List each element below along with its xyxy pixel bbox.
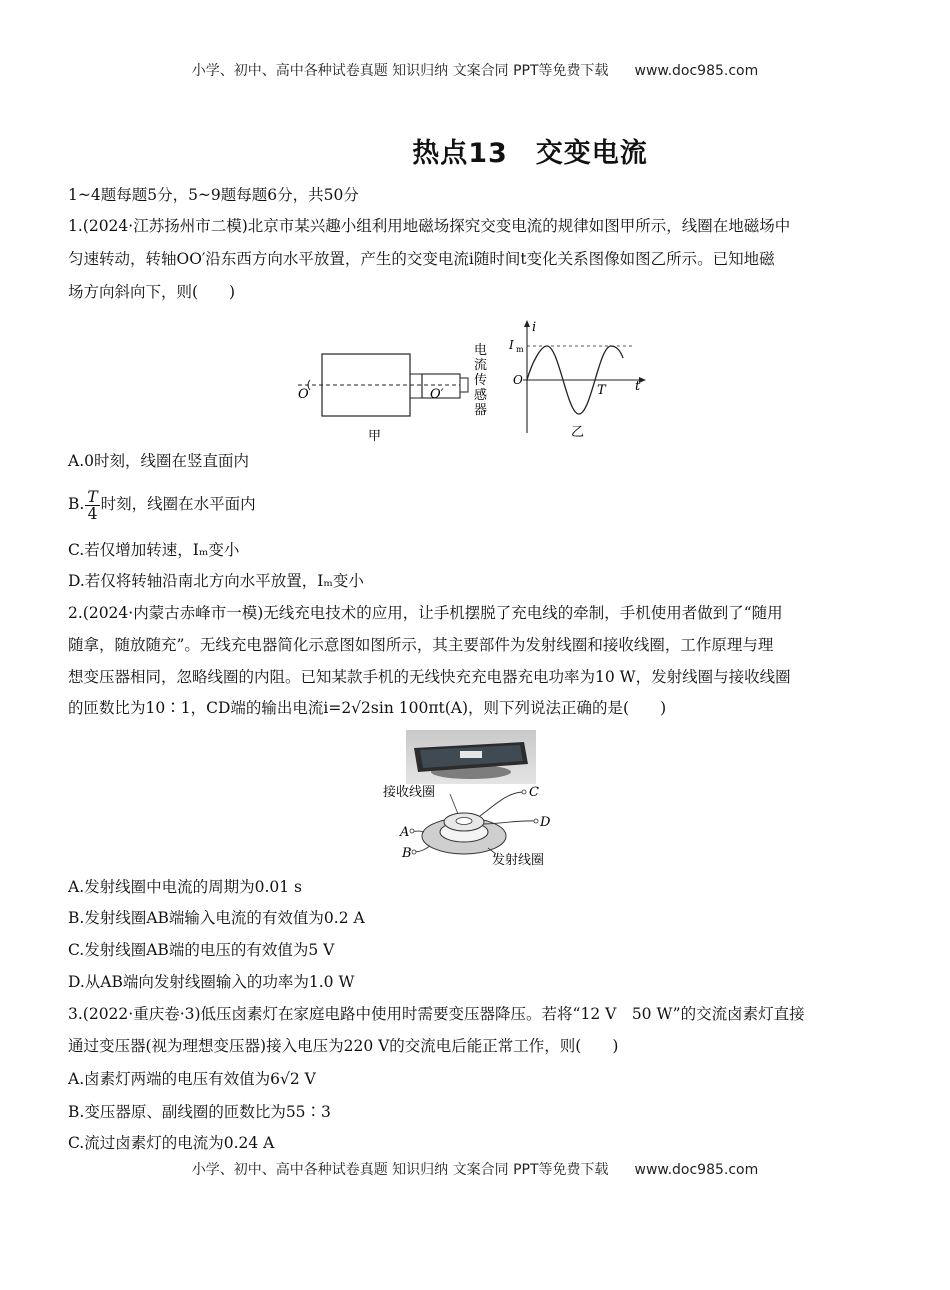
q3-option-a: A.卤素灯两端的电压有效值为6√2 V [68, 1070, 316, 1088]
q1-sensor-char-2: 流 [474, 358, 488, 373]
fraction-numerator: T [87, 487, 98, 506]
page-footer [0, 1159, 950, 1179]
q1-jia-label-O2: O′ [430, 387, 444, 402]
q1-sensor-char-1: 电 [474, 343, 488, 358]
q1-stem-line2: 匀速转动，转轴OO′沿东西方向水平放置，产生的交变电流i随时间t变化关系图像如图乙所示。已知地磁 [68, 250, 775, 268]
terminal-C-label: C [529, 785, 539, 800]
q2-option-b: B.发射线圈AB端输入电流的有效值为0.2 A [68, 909, 365, 927]
header-site-link[interactable]: www.doc985.com [634, 63, 759, 79]
page-header [0, 60, 950, 80]
receive-coil-label: 接收线圈 [383, 785, 436, 800]
header-text: 小学、初中、高中各种试卷真题 知识归纳 文案合同 PPT等免费下载 [191, 63, 609, 79]
fraction-denominator: 4 [87, 504, 98, 523]
q1-option-b [68, 486, 888, 522]
terminal-B-label: B [402, 846, 412, 861]
q2-stem-line3: 想变压器相同，忽略线圈的内阻。已知某款手机的无线快充充电器充电功率为10 W，发射线圈与接收线圈 [68, 668, 791, 686]
q1-figure-jia [290, 336, 500, 446]
q2-stem-line4: 的匝数比为10∶1，CD端的输出电流i=2√2sin 100πt(A)，则下列说法正确的是( ) [68, 699, 667, 717]
footer-text: 小学、初中、高中各种试卷真题 知识归纳 文案合同 PPT等免费下载 [191, 1162, 609, 1178]
q3-stem-line2: 通过变压器(视为理想变压器)接入电压为220 V的交流电后能正常工作，则( ) [68, 1037, 619, 1055]
page-title: 热点13 交变电流 [412, 138, 648, 169]
q3-option-b: B.变压器原、副线圈的匝数比为55∶3 [68, 1103, 331, 1121]
q1-sensor-char-3: 传 [474, 373, 488, 388]
q1-stem-line1: 1.(2024·江苏扬州市二模)北京市某兴趣小组利用地磁场探究交变电流的规律如图甲所示，线圈在地磁场中 [68, 217, 791, 235]
q1-sensor-char-4: 感 [474, 388, 488, 403]
q1-option-d: D.若仅将转轴沿南北方向水平放置，Iₘ变小 [68, 572, 364, 590]
q1-option-b-prefix: B. [68, 495, 85, 513]
q1-option-a: A.0时刻，线圈在竖直面内 [68, 452, 249, 470]
transmit-coil-label: 发射线圈 [492, 853, 545, 868]
q1-sensor-char-5: 器 [474, 403, 488, 418]
q1-yi-label-Im-sub: m [516, 345, 524, 354]
terminal-D-label: D [540, 815, 551, 830]
q1-yi-label-i: i [532, 320, 537, 335]
q2-figure-wireless-charger [383, 728, 556, 870]
q2-stem-line1: 2.(2024·内蒙古赤峰市一模)无线充电技术的应用，让手机摆脱了充电线的牵制，手机使用者做到了“随用 [68, 604, 783, 622]
q1-option-b-suffix: 时刻，线圈在水平面内 [100, 495, 256, 513]
q1-yi-label-Im: I [509, 338, 514, 352]
q3-stem-line1: 3.(2022·重庆卷·3)低压卤素灯在家庭电路中使用时需要变压器降压。若将“12 V 50 W”的交流卤素灯直接 [68, 1005, 805, 1023]
terminal-A-label: A [400, 825, 410, 840]
q2-option-c: C.发射线圈AB端的电压的有效值为5 V [68, 941, 335, 959]
q1-yi-label-t: t [635, 379, 641, 394]
q1-jia-label-O: O [298, 387, 309, 402]
q1-yi-label-T: T [597, 383, 606, 398]
q1-option-c: C.若仅增加转速，Iₘ变小 [68, 541, 240, 559]
q2-stem-line2: 随拿，随放随充”。无线充电器简化示意图如图所示，其主要部件为发射线圈和接收线圈，工作原理与理 [68, 636, 774, 654]
scoring-info: 1~4题每题5分，5~9题每题6分，共50分 [68, 186, 359, 204]
q1-stem-line3: 场方向斜向下，则( ) [68, 283, 236, 301]
q2-option-d: D.从AB端向发射线圈输入的功率为1.0 W [68, 973, 355, 991]
q1-yi-caption: 乙 [571, 425, 585, 440]
q2-option-a: A.发射线圈中电流的周期为0.01 s [68, 878, 303, 896]
q3-option-c: C.流过卤素灯的电流为0.24 A [68, 1134, 275, 1152]
q1-jia-caption: 甲 [368, 429, 382, 444]
q1-yi-label-O: O [513, 373, 523, 387]
q1-figure-yi [505, 318, 650, 442]
footer-site-link[interactable]: www.doc985.com [634, 1162, 759, 1178]
fraction-t-over-4 [85, 489, 99, 522]
